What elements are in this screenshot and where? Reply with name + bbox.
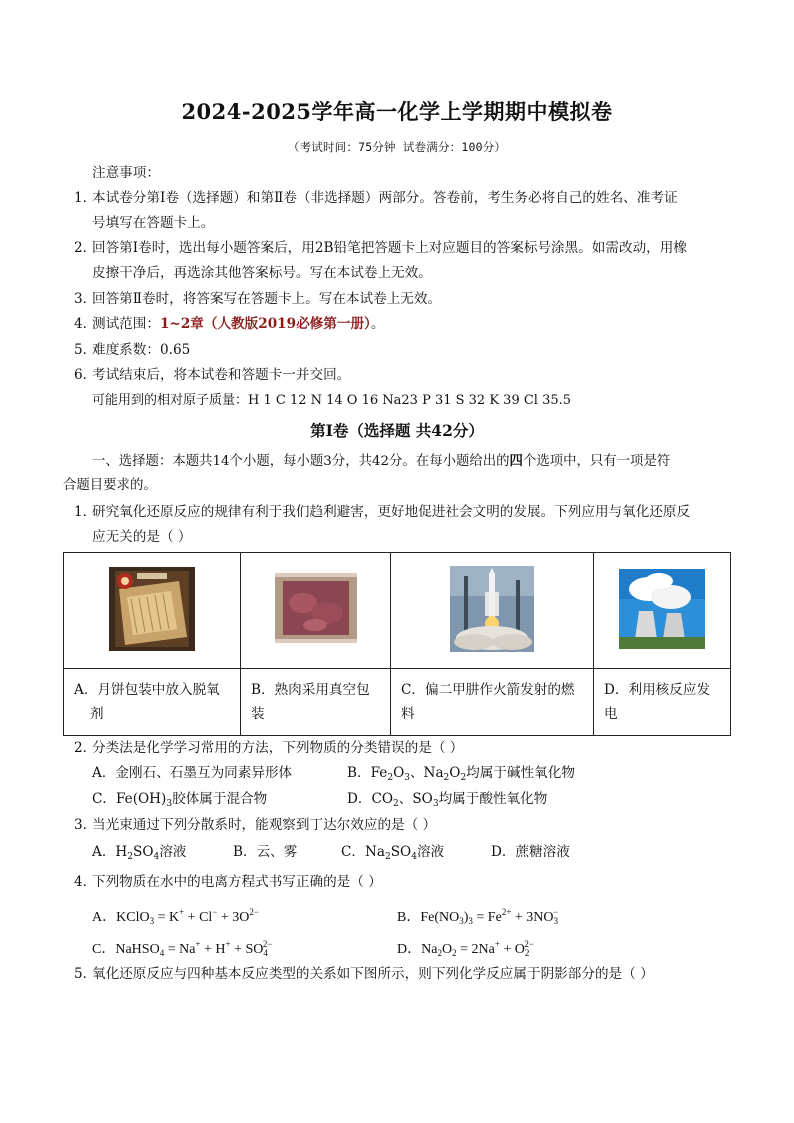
question-3-option-c: C．$Na_2SO_4$溶液 (341, 844, 445, 862)
notes-heading: 注意事项： (92, 165, 160, 181)
option-c-text: C．偏二甲肼作火箭发射的燃 料 (391, 669, 594, 736)
option-a-image-cell (64, 553, 241, 669)
atomic-masses: 可能用到的相对原子质量：H 1 C 12 N 14 O 16 Na23 P 31 S 32 K 39 Cl 35.5 (92, 393, 572, 408)
option-c-image-cell (391, 553, 594, 669)
question-4-option-d: D．$Na_2O_2 = 2Na^+ + O_2^{2-}$ (397, 939, 534, 958)
note-1-line-2: 号填写在答题卡上。 (92, 215, 215, 231)
option-a-text: A．月饼包装中放入脱氧 剂 (64, 669, 241, 736)
note-1-line-1: 1．本试卷分第Ⅰ卷（选择题）和第Ⅱ卷（非选择题）两部分。答卷前，考生务必将自己的姓名、准考证 (74, 190, 678, 206)
question-1-options-table (63, 552, 731, 736)
question-4-option-b: B．$Fe(NO_3)_3 = Fe^{2+} + 3NO_3^-$ (397, 907, 559, 926)
option-d-text: D．利用核反应发 电 (594, 669, 731, 736)
section-intro-line-1: 一、选择题：本题共14个小题，每小题3分，共42分。在每小题给出的四个选项中，只有一项是符 (92, 453, 671, 469)
question-1-line-2: 应无关的是（ ） (92, 529, 192, 545)
question-3-option-d: D．蔗糖溶液 (491, 844, 570, 860)
section-title: 第Ⅰ卷（选择题 共42分） (310, 421, 484, 440)
question-4-option-c: C．NaHSO$_4$ = $Na^+ + H^+ + SO_4^{2-}$ (92, 939, 273, 958)
option-d-image-cell (594, 553, 731, 669)
note-5: 5．难度系数：0.65 (74, 342, 191, 358)
option-b-text: B．熟肉采用真空包 装 (241, 669, 391, 736)
nuclear-power-plant-image (619, 569, 705, 649)
question-2-stem: 2．分类法是化学学习常用的方法，下列物质的分类错误的是（ ） (74, 740, 464, 756)
question-5-stem: 5．氧化还原反应与四种基本反应类型的关系如下图所示，则下列化学反应属于阴影部分的是（ ） (74, 966, 654, 982)
question-1-line-1: 1．研究氧化还原反应的规律有利于我们趋利避害，更好地促进社会文明的发展。下列应用与氧化还原反 (74, 504, 691, 520)
mooncake-package-image (109, 567, 195, 651)
note-3: 3．回答第Ⅱ卷时，将答案写在答题卡上。写在本试卷上无效。 (74, 291, 442, 307)
question-2-option-b: B．$Fe_2O_3$、$Na_2O_2$均属于碱性氧化物 (347, 765, 575, 783)
question-3-stem: 3．当光束通过下列分散系时，能观察到丁达尔效应的是（ ） (74, 817, 437, 833)
question-4-stem: 4．下列物质在水中的电离方程式书写正确的是（ ） (74, 874, 382, 890)
option-b-image-cell (241, 553, 391, 669)
question-2-option-d: D．$CO_2$、$SO_3$均属于酸性氧化物 (347, 791, 548, 809)
question-3-option-a: A．$H_2SO_4$溶液 (92, 844, 187, 862)
question-3-option-b: B．云、雾 (233, 844, 298, 860)
rocket-launch-image (450, 566, 534, 652)
question-2-option-c: C．$Fe(OH)_3$胶体属于混合物 (92, 791, 268, 809)
question-4-option-a: A．KClO$_3$ = $K^+ + Cl^- + 3O^{2-}$ (92, 907, 259, 926)
note-4: 4．测试范围：1~2章（人教版2019必修第一册）。 (74, 316, 385, 332)
question-2-option-a: A．金刚石、石墨互为同素异形体 (92, 765, 293, 781)
note-2-line-1: 2．回答第Ⅰ卷时，选出每小题答案后，用2B铅笔把答题卡上对应题目的答案标号涂黑。如需改动，用橡 (74, 240, 687, 256)
vacuum-packed-meat-image (273, 567, 359, 651)
note-6: 6．考试结束后，将本试卷和答题卡一并交回。 (74, 367, 351, 383)
test-scope: 1~2章（人教版2019必修第一册） (159, 316, 371, 332)
note-2-line-2: 皮擦干净后，再选涂其他答案标号。写在本试卷上无效。 (92, 265, 432, 281)
exam-info: （考试时间：75分钟 试卷满分：100分） (287, 140, 507, 154)
page-title: 2024-2025学年高一化学上学期期中模拟卷 (181, 99, 613, 124)
section-intro-line-2: 合题目要求的。 (63, 478, 157, 493)
